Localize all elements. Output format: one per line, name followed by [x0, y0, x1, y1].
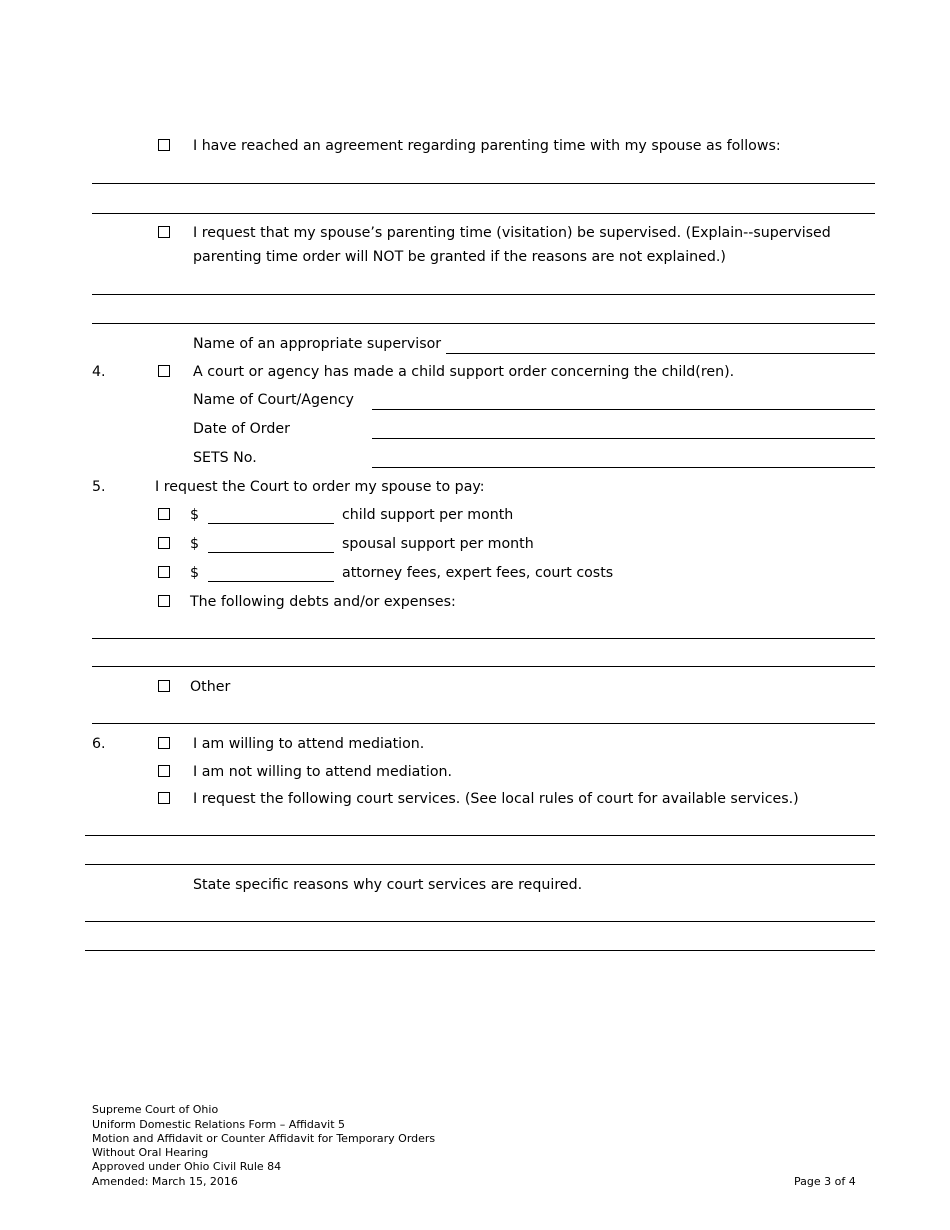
- attorney-fees-currency: $: [190, 565, 200, 581]
- order-date-field[interactable]: [372, 438, 875, 439]
- section-5-number: 5.: [92, 479, 106, 495]
- parenting-agreement-label: I have reached an agreement regarding parenting time with my spouse as follows:: [193, 138, 781, 154]
- supervised-parenting-checkbox[interactable]: [158, 226, 170, 238]
- mediation-willing-label: I am willing to attend mediation.: [193, 736, 425, 752]
- mediation-not-willing-label: I am not willing to attend mediation.: [193, 764, 453, 780]
- sets-number-field[interactable]: [372, 467, 875, 468]
- supervised-parenting-label-line1: I request that my spouse’s parenting time (visitation) be supervised. (Explain--supervised: [193, 225, 831, 241]
- court-agency-field[interactable]: [372, 409, 875, 410]
- supervised-parenting-label-line2: parenting time order will NOT be granted if the reasons are not explained.): [193, 249, 726, 265]
- child-support-label: child support per month: [342, 507, 514, 523]
- spousal-support-checkbox[interactable]: [158, 537, 170, 549]
- court-services-reasons-line-2[interactable]: [85, 950, 875, 951]
- parenting-agreement-line-2[interactable]: [92, 213, 875, 214]
- section-6-number: 6.: [92, 736, 106, 752]
- parenting-agreement-checkbox[interactable]: [158, 139, 170, 151]
- court-services-line-2[interactable]: [85, 864, 875, 865]
- other-checkbox[interactable]: [158, 680, 170, 692]
- debts-expenses-label: The following debts and/or expenses:: [190, 594, 456, 610]
- section-4-number: 4.: [92, 364, 106, 380]
- mediation-willing-checkbox[interactable]: [158, 737, 170, 749]
- child-support-order-label: A court or agency has made a child support order concerning the child(ren).: [193, 364, 735, 380]
- court-agency-label: Name of Court/Agency: [193, 392, 354, 408]
- court-services-label: I request the following court services. (See local rules of court for available services.): [193, 791, 799, 807]
- child-support-checkbox[interactable]: [158, 508, 170, 520]
- order-date-label: Date of Order: [193, 421, 290, 437]
- child-support-currency: $: [190, 507, 200, 523]
- supervised-explain-line-2[interactable]: [92, 323, 875, 324]
- footer-form-subtitle: Without Oral Hearing: [92, 1146, 209, 1159]
- court-services-checkbox[interactable]: [158, 792, 170, 804]
- mediation-not-willing-checkbox[interactable]: [158, 765, 170, 777]
- supervisor-name-field[interactable]: [446, 353, 875, 354]
- spousal-support-amount-field[interactable]: [208, 552, 334, 553]
- other-label: Other: [190, 679, 231, 695]
- court-services-line-1[interactable]: [85, 835, 875, 836]
- debts-expenses-checkbox[interactable]: [158, 595, 170, 607]
- child-support-order-checkbox[interactable]: [158, 365, 170, 377]
- debts-expenses-line-2[interactable]: [92, 666, 875, 667]
- section-5-label: I request the Court to order my spouse to pay:: [155, 479, 485, 495]
- footer-form-name: Uniform Domestic Relations Form – Affidavit 5: [92, 1118, 346, 1131]
- parenting-agreement-line-1[interactable]: [92, 183, 875, 184]
- supervisor-name-label: Name of an appropriate supervisor: [193, 336, 442, 352]
- court-services-reasons-label: State specific reasons why court services are required.: [193, 877, 583, 893]
- page-number: Page 3 of 4: [794, 1175, 856, 1188]
- child-support-amount-field[interactable]: [208, 523, 334, 524]
- attorney-fees-checkbox[interactable]: [158, 566, 170, 578]
- attorney-fees-label: attorney fees, expert fees, court costs: [342, 565, 614, 581]
- spousal-support-currency: $: [190, 536, 200, 552]
- court-services-reasons-line-1[interactable]: [85, 921, 875, 922]
- debts-expenses-line-1[interactable]: [92, 638, 875, 639]
- footer-approval: Approved under Ohio Civil Rule 84: [92, 1160, 282, 1173]
- other-line[interactable]: [92, 723, 875, 724]
- sets-number-label: SETS No.: [193, 450, 257, 466]
- footer-court-name: Supreme Court of Ohio: [92, 1103, 219, 1116]
- spousal-support-label: spousal support per month: [342, 536, 534, 552]
- footer-amended-date: Amended: March 15, 2016: [92, 1175, 238, 1188]
- attorney-fees-amount-field[interactable]: [208, 581, 334, 582]
- supervised-explain-line-1[interactable]: [92, 294, 875, 295]
- footer-form-title: Motion and Affidavit or Counter Affidavit for Temporary Orders: [92, 1132, 436, 1145]
